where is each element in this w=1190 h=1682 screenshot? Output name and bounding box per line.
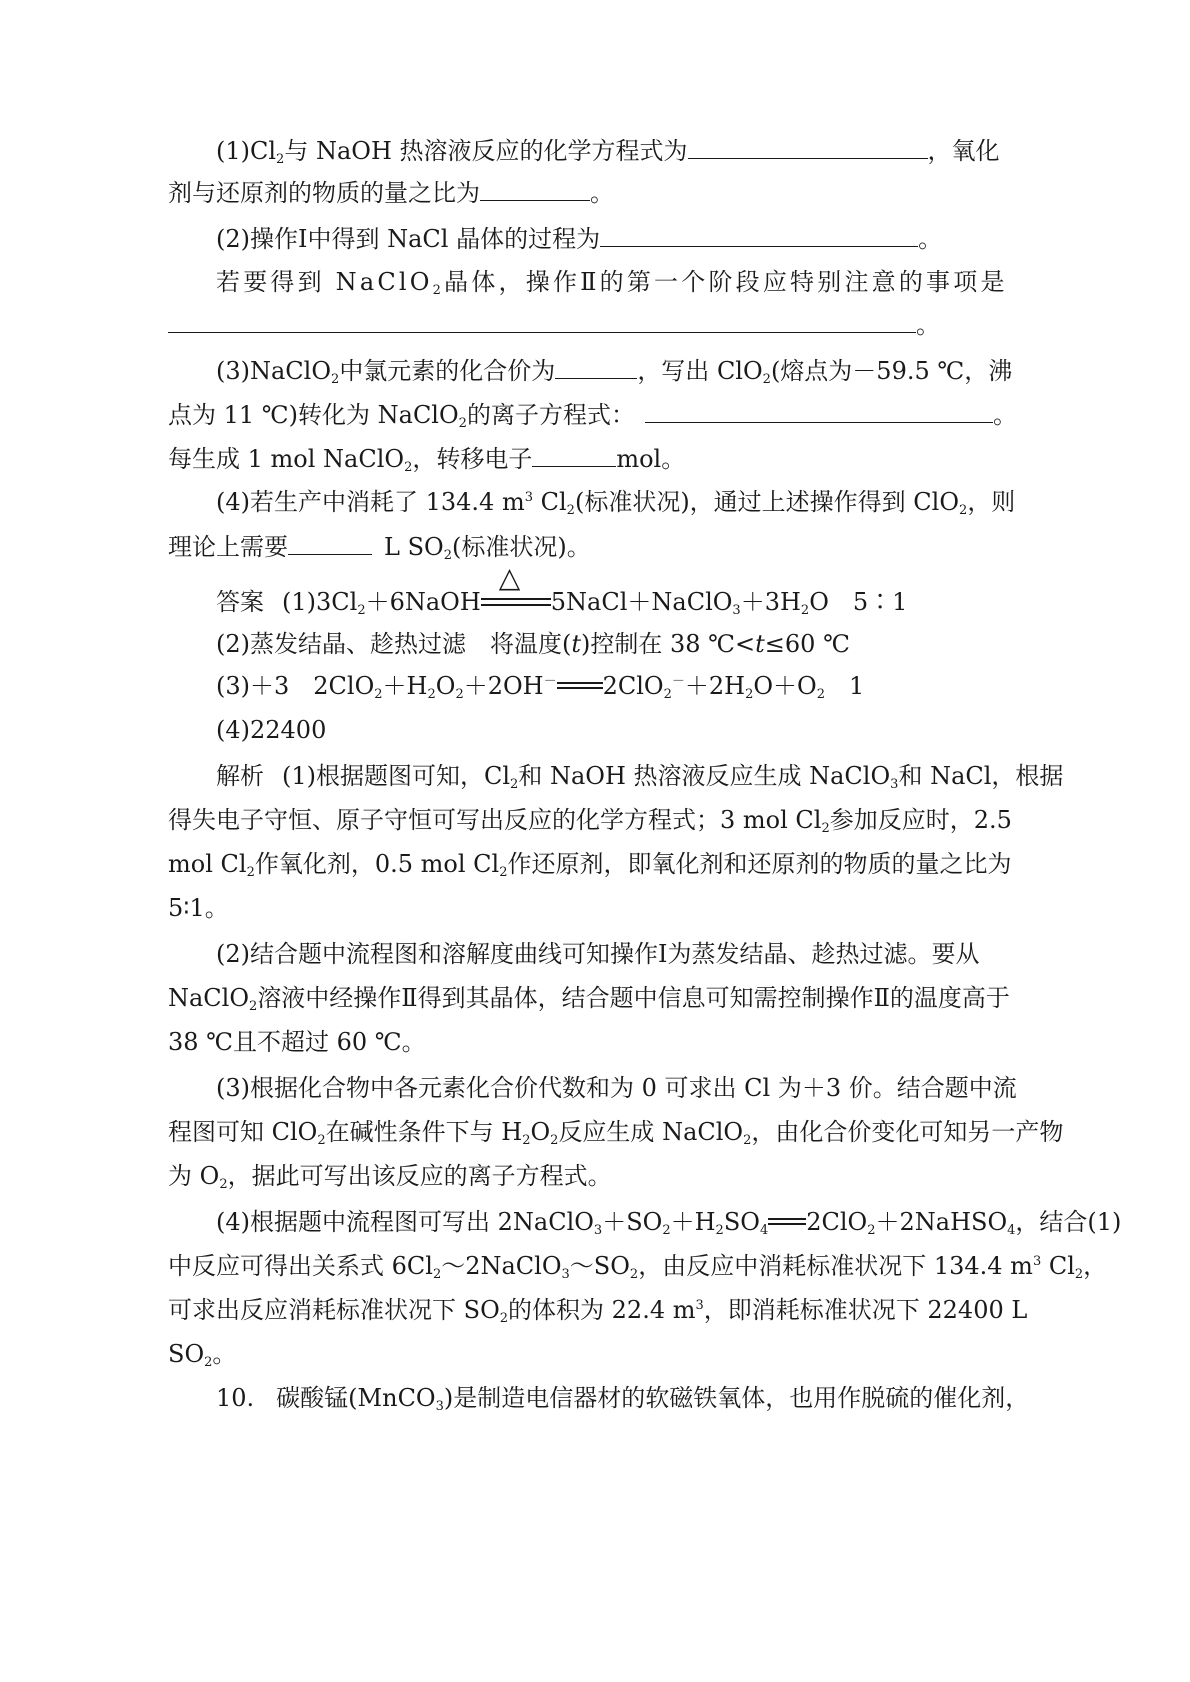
subscript: 2 [959, 503, 968, 518]
analysis-p4-line-3 [168, 1292, 1027, 1328]
subscript: 2 [745, 687, 754, 702]
question-2-line-2 [216, 264, 1008, 300]
text: ～SO [569, 1252, 630, 1280]
text: O [435, 672, 456, 700]
text: SO [168, 1340, 205, 1368]
superscript: 3 [695, 1298, 704, 1313]
delta-icon: △ [498, 561, 521, 594]
text: 的体积为 22.4 m [508, 1296, 696, 1324]
answer-blank[interactable] [288, 528, 372, 555]
question-3-line-2 [168, 396, 1017, 433]
analysis-p4-line-1 [216, 1204, 1121, 1240]
answer-label: 答案 [216, 588, 264, 616]
subscript: 2 [566, 503, 575, 518]
subscript: 3 [732, 603, 741, 618]
question-2-line-1 [216, 220, 942, 257]
subscript: 2 [404, 460, 413, 475]
text: L SO [384, 533, 444, 561]
text: 作氧化剂，0.5 mol Cl [254, 850, 500, 878]
subscript: 2 [821, 821, 830, 836]
answer-line-2 [216, 626, 850, 662]
text: 1 [825, 672, 865, 700]
text: 。 [212, 1340, 237, 1368]
text: 理论上需要 [168, 533, 288, 561]
subscript: 3 [593, 1223, 603, 1238]
question-3-line-1 [216, 352, 1012, 389]
subscript: 2 [800, 603, 810, 618]
subscript: 2 [458, 416, 467, 431]
text: ＋SO [602, 1208, 663, 1236]
text: 得失电子守恒、原子守恒可写出反应的化学方程式；3 mol Cl [168, 806, 822, 834]
text: Cl [1041, 1252, 1075, 1280]
subscript: 2 [317, 1133, 326, 1148]
text: (2)蒸发结晶、趁热过滤 将温度( [216, 630, 572, 658]
text: mol Cl [168, 850, 247, 878]
text: Cl [533, 488, 567, 516]
subscript: 3 [890, 777, 899, 792]
text: 与 NaOH 热溶液反应的化学方程式为 [284, 137, 688, 165]
text: 点为 11 ℃)转化为 NaClO [168, 401, 459, 429]
text: ，氧化 [927, 137, 1000, 165]
subscript: 2 [249, 999, 258, 1014]
answer-blank[interactable] [480, 174, 590, 201]
text: NaClO [168, 984, 250, 1012]
subscript: 2 [762, 372, 771, 387]
answer-blank[interactable] [600, 220, 918, 247]
subscript: 2 [522, 1133, 531, 1148]
text: ＋2OH [463, 672, 544, 700]
text: 。 [918, 225, 943, 253]
subscript: 2 [867, 1223, 876, 1238]
text: 可求出反应消耗标准状况下 SO [168, 1296, 500, 1324]
text: ＋6NaOH [365, 588, 481, 616]
text: 剂与还原剂的物质的量之比为 [168, 179, 480, 207]
text: 38 ℃且不超过 60 ℃。 [168, 1028, 426, 1056]
text: O [530, 1118, 551, 1146]
subscript: 2 [432, 1267, 442, 1282]
analysis-p4-line-4 [168, 1336, 236, 1372]
text: 在碱性条件下与 H [325, 1118, 523, 1146]
text: O＋O [753, 672, 817, 700]
question-2-line-3 [168, 306, 940, 343]
analysis-p3-line-3 [168, 1158, 612, 1194]
question-1-line-1 [216, 132, 1000, 169]
subscript: 2 [499, 1311, 509, 1326]
analysis-p2-line-2 [168, 980, 1010, 1016]
subscript: 2 [374, 687, 383, 702]
text: 和 NaOH 热溶液反应生成 NaClO [518, 762, 891, 790]
text: 中反应可得出关系式 6Cl [168, 1252, 433, 1280]
text: 溶液中经操作Ⅱ得到其晶体，结合题中信息可知需控制操作Ⅱ的温度高于 [257, 984, 1010, 1012]
text: (1)3Cl [282, 588, 358, 616]
text: 为 O [168, 1162, 220, 1190]
subscript: 2 [550, 1133, 559, 1148]
subscript: 2 [204, 1355, 213, 1370]
analysis-p4-line-2 [168, 1248, 1107, 1284]
text: 中氯元素的化合价为 [339, 357, 556, 385]
analysis-p2-line-3 [168, 1024, 426, 1060]
equals-sign [557, 676, 603, 694]
text: ，由化合价变化可知另一产物 [751, 1118, 1064, 1146]
subscript: 2 [219, 1177, 228, 1192]
text: (3)NaClO [216, 357, 332, 385]
text: (1)根据题图可知，Cl [282, 762, 511, 790]
subscript: 3 [435, 1399, 444, 1414]
text: )是制造电信器材的软磁铁氧体，也用作脱硫的催化剂， [443, 1384, 1030, 1412]
text: ，由反应中消耗标准状况下 134.4 m [638, 1252, 1033, 1280]
text: ，写出 ClO [637, 357, 763, 385]
text: ，结合(1) [1015, 1208, 1122, 1236]
subscript: 3 [561, 1267, 570, 1282]
question-10-line-1 [216, 1380, 1029, 1416]
text: 2ClO [602, 672, 664, 700]
analysis-label: 解析 [216, 762, 264, 790]
text: ～2NaClO [441, 1252, 562, 1280]
text: ＋3H [740, 588, 801, 616]
subscript: 2 [1074, 1267, 1084, 1282]
answer-blank[interactable] [555, 352, 637, 379]
analysis-p1-line-1 [216, 758, 1063, 794]
subscript: 2 [715, 1223, 724, 1238]
text: (3)根据化合物中各元素化合价代数和为 0 可求出 Cl 为＋3 价。结合题中流 [216, 1074, 1017, 1102]
subscript: 2 [443, 548, 452, 563]
answer-line-4 [216, 712, 326, 748]
answer-blank[interactable] [532, 440, 616, 467]
text: 反应生成 NaClO [558, 1118, 744, 1146]
answer-line-3 [216, 668, 864, 704]
text: (标准状况)。 [451, 533, 591, 561]
subscript: 2 [432, 283, 445, 298]
text: (4)根据题中流程图可写出 2NaClO [216, 1208, 594, 1236]
text: 的离子方程式： [466, 401, 635, 429]
text: (标准状况)，通过上述操作得到 ClO [574, 488, 960, 516]
superscript: － [543, 674, 557, 689]
text: ≤60 ℃ [764, 630, 850, 658]
text: ，据此可写出该反应的离子方程式。 [227, 1162, 612, 1190]
subscript: 4 [759, 1223, 769, 1238]
answer-blank[interactable] [168, 306, 916, 333]
text: (1)Cl [216, 137, 277, 165]
subscript: 2 [743, 1133, 752, 1148]
analysis-p1-line-4 [168, 890, 229, 926]
analysis-p3-line-1 [216, 1070, 1017, 1106]
subscript: 2 [662, 1223, 671, 1238]
subscript: 2 [510, 777, 519, 792]
text: O 5∶1 [809, 588, 908, 616]
text: 参加反应时，2.5 [829, 806, 1012, 834]
text: ＋2H [684, 672, 746, 700]
text: ＋2NaHSO [875, 1208, 1008, 1236]
question-3-line-3 [168, 440, 685, 477]
subscript: 2 [663, 687, 672, 702]
analysis-p1-line-2 [168, 802, 1012, 838]
text: 。 [590, 179, 614, 207]
subscript: 2 [455, 687, 464, 702]
answer-blank[interactable] [645, 396, 993, 423]
analysis-p1-line-3 [168, 846, 1011, 882]
analysis-p2-line-1 [216, 936, 979, 972]
text: (熔点为－59.5 ℃，沸 [770, 357, 1013, 385]
text: ，则 [967, 488, 1016, 516]
equals-sign [768, 1212, 806, 1230]
text: 每生成 1 mol NaClO [168, 445, 405, 473]
superscript: 3 [524, 490, 533, 505]
subscript: 2 [499, 865, 508, 880]
question-4-line-1 [216, 484, 1015, 520]
subscript: 2 [357, 603, 366, 618]
superscript: 3 [1032, 1254, 1042, 1269]
text: 若要得到 NaClO [216, 268, 433, 296]
subscript: 2 [331, 372, 340, 387]
text: ， [1083, 1252, 1108, 1280]
question-number: 10. [216, 1384, 255, 1412]
subscript: 2 [427, 687, 436, 702]
question-1-line-2 [168, 174, 614, 211]
analysis-p3-line-2 [168, 1114, 1063, 1150]
text: (4)若生产中消耗了 134.4 m [216, 488, 525, 516]
text: ＋H [670, 1208, 716, 1236]
superscript: － [671, 674, 685, 689]
text: SO [723, 1208, 760, 1236]
text: (2)结合题中流程图和溶解度曲线可知操作Ⅰ为蒸发结晶、趁热过滤。要从 [216, 940, 980, 968]
question-4-line-2 [168, 528, 591, 565]
text: ＋H [382, 672, 428, 700]
answer-line-1 [216, 561, 908, 620]
text: ，转移电子 [412, 445, 533, 473]
text: 碳酸锰(MnCO [276, 1384, 436, 1412]
subscript: 2 [246, 865, 255, 880]
text: mol。 [616, 445, 686, 473]
text: 和 NaCl，根据 [898, 762, 1064, 790]
text: 晶体，操作Ⅱ的第一个阶段应特别注意的事项是 [444, 268, 1008, 296]
text: 程图可知 ClO [168, 1118, 318, 1146]
heating-equals-sign [481, 561, 551, 614]
text: 5NaCl＋NaClO [550, 588, 733, 616]
text: 5∶1。 [168, 894, 229, 922]
subscript: 2 [816, 687, 826, 702]
subscript: 2 [629, 1267, 639, 1282]
text: 2ClO [806, 1208, 868, 1236]
text: 。 [992, 401, 1017, 429]
subscript: 4 [1007, 1223, 1016, 1238]
text: 作还原剂，即氧化剂和还原剂的物质的量之比为 [507, 850, 1012, 878]
text: (3)＋3 2ClO [216, 672, 375, 700]
answer-blank[interactable] [688, 132, 928, 159]
variable-t: t [571, 630, 582, 658]
variable-t: t [755, 630, 765, 658]
subscript: 2 [276, 152, 285, 167]
text: (2)操作Ⅰ中得到 NaCl 晶体的过程为 [216, 225, 601, 253]
text: 。 [916, 311, 940, 339]
text: (4)22400 [216, 716, 327, 744]
text: ，即消耗标准状况下 22400 L [703, 1296, 1028, 1324]
text: )控制在 38 ℃< [581, 630, 756, 658]
